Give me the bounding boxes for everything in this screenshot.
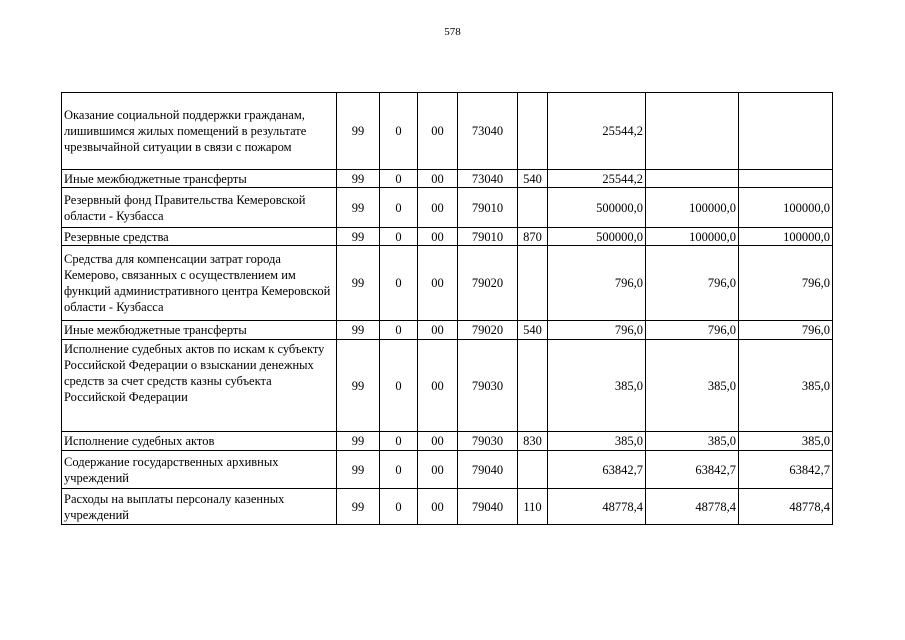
budget-table [61, 92, 833, 525]
direction-code: 79020 [458, 321, 518, 340]
activity-code: 00 [418, 246, 458, 321]
direction-code: 79040 [458, 451, 518, 489]
sum-year-3 [739, 93, 833, 170]
table-row [62, 451, 833, 489]
sum-year-1: 48778,4 [548, 489, 646, 525]
program-code: 99 [337, 321, 380, 340]
table-row [62, 432, 833, 451]
row-name: Исполнение судебных актов [62, 432, 337, 451]
expense-type-code [518, 340, 548, 432]
direction-code: 79030 [458, 340, 518, 432]
activity-code: 00 [418, 93, 458, 170]
sum-year-2: 385,0 [646, 432, 739, 451]
activity-code: 00 [418, 489, 458, 525]
direction-code: 79020 [458, 246, 518, 321]
sum-year-3: 385,0 [739, 432, 833, 451]
subprogram-code: 0 [380, 321, 418, 340]
program-code: 99 [337, 170, 380, 188]
expense-type-code [518, 93, 548, 170]
sum-year-1: 25544,2 [548, 170, 646, 188]
table-row [62, 321, 833, 340]
direction-code: 73040 [458, 93, 518, 170]
expense-type-code [518, 246, 548, 321]
sum-year-3: 100000,0 [739, 228, 833, 246]
sum-year-2: 796,0 [646, 246, 739, 321]
sum-year-1: 63842,7 [548, 451, 646, 489]
subprogram-code: 0 [380, 188, 418, 228]
sum-year-3: 796,0 [739, 321, 833, 340]
row-name: Резервный фонд Правительства Кемеровской области - Кузбасса [62, 188, 337, 228]
subprogram-code: 0 [380, 432, 418, 451]
page-number: 578 [444, 26, 461, 38]
expense-type-code: 870 [518, 228, 548, 246]
table-row [62, 340, 833, 432]
sum-year-2: 63842,7 [646, 451, 739, 489]
activity-code: 00 [418, 170, 458, 188]
expense-type-code [518, 451, 548, 489]
expense-type-code [518, 188, 548, 228]
subprogram-code: 0 [380, 340, 418, 432]
row-name: Расходы на выплаты персоналу казенных учреждений [62, 489, 337, 525]
sum-year-2 [646, 170, 739, 188]
activity-code: 00 [418, 188, 458, 228]
row-name: Содержание государственных архивных учреждений [62, 451, 337, 489]
sum-year-2: 385,0 [646, 340, 739, 432]
sum-year-1: 500000,0 [548, 188, 646, 228]
sum-year-3: 48778,4 [739, 489, 833, 525]
direction-code: 73040 [458, 170, 518, 188]
sum-year-1: 385,0 [548, 340, 646, 432]
direction-code: 79010 [458, 228, 518, 246]
subprogram-code: 0 [380, 451, 418, 489]
program-code: 99 [337, 228, 380, 246]
row-name: Оказание социальной поддержки гражданам, лишившимся жилых помещений в результате чрезвычайной ситуации в связи с пожаром [62, 93, 337, 170]
sum-year-1: 25544,2 [548, 93, 646, 170]
program-code: 99 [337, 432, 380, 451]
sum-year-1: 796,0 [548, 321, 646, 340]
row-name: Иные межбюджетные трансферты [62, 321, 337, 340]
table-row [62, 93, 833, 170]
table-row [62, 228, 833, 246]
program-code: 99 [337, 451, 380, 489]
subprogram-code: 0 [380, 246, 418, 321]
program-code: 99 [337, 93, 380, 170]
sum-year-3: 100000,0 [739, 188, 833, 228]
subprogram-code: 0 [380, 93, 418, 170]
sum-year-2: 100000,0 [646, 188, 739, 228]
expense-type-code: 830 [518, 432, 548, 451]
expense-type-code: 540 [518, 170, 548, 188]
activity-code: 00 [418, 321, 458, 340]
activity-code: 00 [418, 432, 458, 451]
sum-year-3 [739, 170, 833, 188]
direction-code: 79030 [458, 432, 518, 451]
table-row [62, 188, 833, 228]
activity-code: 00 [418, 228, 458, 246]
subprogram-code: 0 [380, 489, 418, 525]
sum-year-1: 385,0 [548, 432, 646, 451]
row-name: Резервные средства [62, 228, 337, 246]
sum-year-1: 796,0 [548, 246, 646, 321]
subprogram-code: 0 [380, 228, 418, 246]
row-name: Исполнение судебных актов по искам к субъекту Российской Федерации о взыскании денежных средств за счет средств казны субъекта Российской Федерации [62, 340, 337, 432]
subprogram-code: 0 [380, 170, 418, 188]
sum-year-2: 100000,0 [646, 228, 739, 246]
program-code: 99 [337, 246, 380, 321]
direction-code: 79040 [458, 489, 518, 525]
sum-year-2 [646, 93, 739, 170]
row-name: Средства для компенсации затрат города Кемерово, связанных с осуществлением им функций административного центра Кемеровской области - Кузбасса [62, 246, 337, 321]
expense-type-code: 540 [518, 321, 548, 340]
sum-year-2: 796,0 [646, 321, 739, 340]
activity-code: 00 [418, 340, 458, 432]
expense-type-code: 110 [518, 489, 548, 525]
row-name: Иные межбюджетные трансферты [62, 170, 337, 188]
table-row [62, 489, 833, 525]
sum-year-3: 63842,7 [739, 451, 833, 489]
sum-year-1: 500000,0 [548, 228, 646, 246]
program-code: 99 [337, 188, 380, 228]
sum-year-2: 48778,4 [646, 489, 739, 525]
sum-year-3: 796,0 [739, 246, 833, 321]
sum-year-3: 385,0 [739, 340, 833, 432]
table-row [62, 170, 833, 188]
table-row [62, 246, 833, 321]
program-code: 99 [337, 489, 380, 525]
direction-code: 79010 [458, 188, 518, 228]
activity-code: 00 [418, 451, 458, 489]
program-code: 99 [337, 340, 380, 432]
